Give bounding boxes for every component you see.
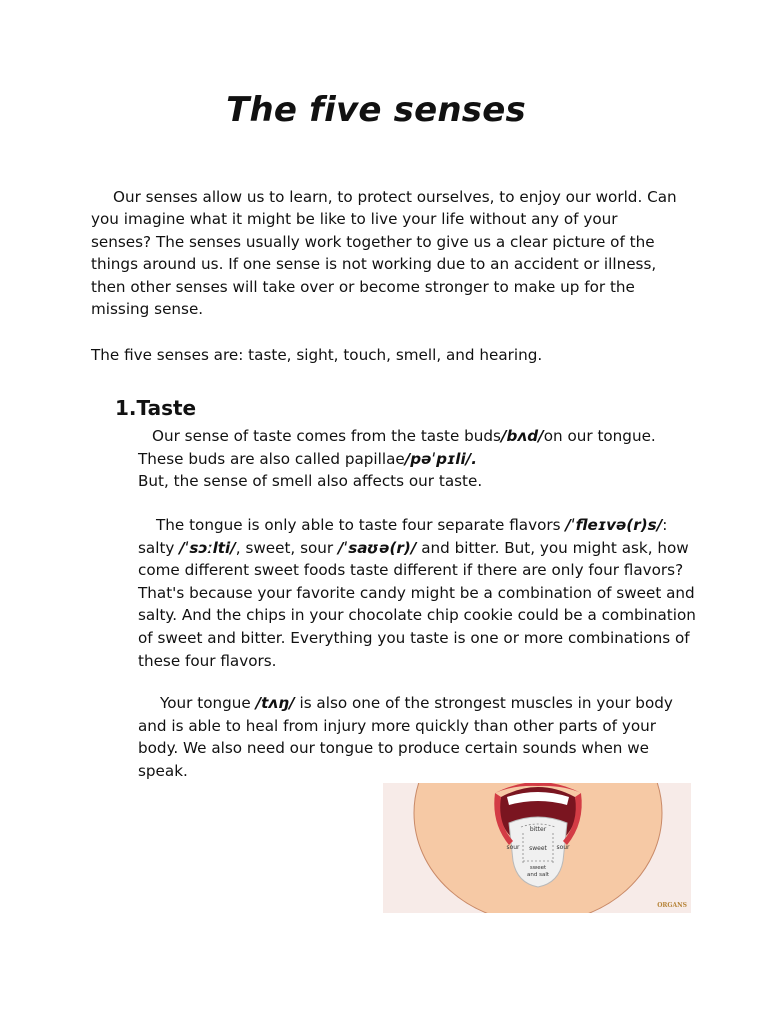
ipa-bud: /bʌd/ xyxy=(500,427,544,445)
ipa-papillae: /pəˈpɪli/. xyxy=(404,449,477,468)
ipa-salty: /ˈsɔːlti/ xyxy=(179,538,236,557)
label-bitter: bitter xyxy=(529,826,547,833)
p3-text-b: is also one of the strongest muscles in your body and is able to heal from injury more quickly than other parts of your body. We also need our tongue to produce certain sounds when we speak. xyxy=(138,694,673,780)
taste-paragraph-3 xyxy=(138,692,698,782)
ipa-flavors: /ˈfleɪvə(r)s/ xyxy=(565,516,663,534)
document-title: The five senses xyxy=(226,90,526,130)
p1-text-c: But, the sense of smell also affects our taste. xyxy=(138,472,483,491)
label-sour-right: sour xyxy=(556,844,570,851)
p1-text-b: on our tongue. These buds are also called papillae xyxy=(138,427,656,468)
taste-paragraph-2 xyxy=(138,514,698,672)
p2-text-d: and bitter. But, you might ask, how come different sweet foods taste different if there are only four flavors? That's because your favorite candy might be a combination of sweet and salty. And the chips in your chocolate chip cookie could be a combination of sweet and bitter. Everything you taste is one or more combinations of these four flavors. xyxy=(138,538,696,670)
label-sour-left: sour xyxy=(506,844,520,851)
label-sweet-middle: sweet xyxy=(529,845,547,852)
ipa-tongue: /tʌŋ/ xyxy=(255,694,295,712)
p1-text-a: Our sense of taste comes from the taste buds xyxy=(152,427,501,445)
p2-text-a: The tongue is only able to taste four separate flavors xyxy=(156,516,566,534)
p2-text-b: : salty xyxy=(138,516,668,557)
tongue-taste-map-image xyxy=(383,783,691,913)
section-heading-taste: 1.Taste xyxy=(115,396,197,420)
organs-logo: ORGANS xyxy=(657,902,687,909)
intro-paragraph xyxy=(91,186,681,320)
summary-line: The five senses are: taste, sight, touch, smell, and hearing. xyxy=(91,346,543,364)
taste-paragraph-1 xyxy=(138,425,698,493)
p3-text-a: Your tongue xyxy=(160,694,256,712)
tongue-illustration xyxy=(383,783,691,913)
intro-text: Our senses allow us to learn, to protect ourselves, to enjoy our world. Can you imagine what it might be like to live your life without any of your senses? The senses usually work together to give us a clear picture of the things around us. If one sense is not working due to an accident or illness, then other senses will take over or become stronger to make up for the missing sense. xyxy=(91,188,677,319)
ipa-sour: /ˈsaʊə(r)/ xyxy=(338,538,417,557)
label-sweet-and-salt-2: and salt xyxy=(526,872,550,878)
p2-text-c: , sweet, sour xyxy=(235,538,338,557)
label-sweet-and-salt-1: sweet xyxy=(529,865,547,871)
